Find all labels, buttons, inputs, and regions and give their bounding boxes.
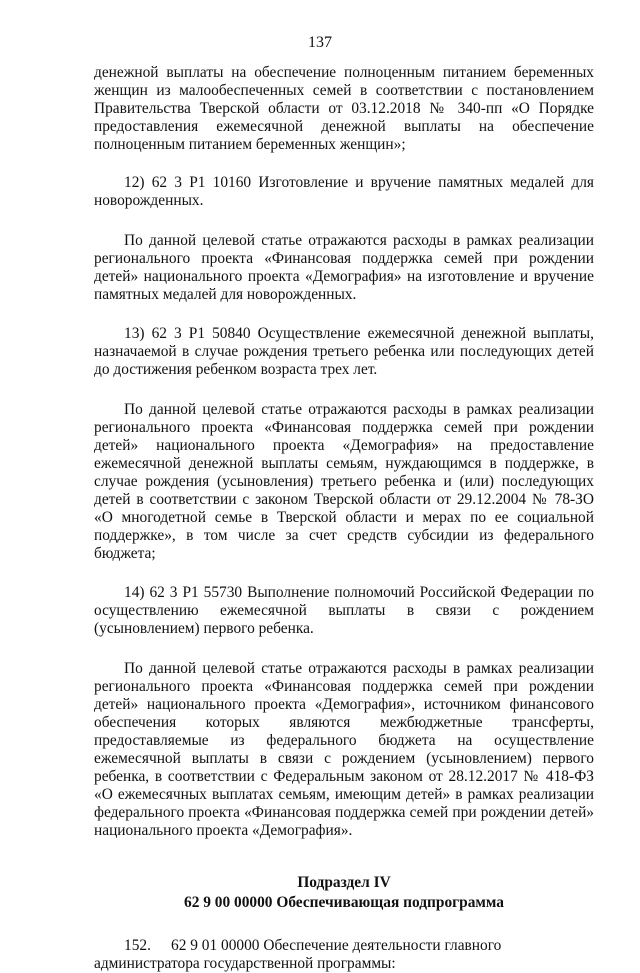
list-item-14: 14) 62 3 Р1 55730 Выполнение полномочий Российской Федерации по осуществлению ежемесячной выплаты в связи с рождением (усыновлением) первого ребенка. (94, 584, 594, 637)
paragraph-continuation: денежной выплаты на обеспечение полноценным питанием беременных женщин из малообеспеченных семей в соответствии с постановлением Правительства Тверской области от 03.12.2018 № 340-пп «О Порядке предоставления ежемесячной денежной выплаты на обеспечение полноценным питанием беременных женщин»; (94, 64, 594, 153)
list-item-12: 12) 62 3 Р1 10160 Изготовление и вручение памятных медалей для новорожденных. (94, 174, 594, 209)
subsection-subtitle: 62 9 00 00000 Обеспечивающая подпрограмма (184, 894, 504, 911)
list-item-152 (94, 937, 594, 973)
item-number: 152. (124, 937, 151, 954)
paragraph-14-description: По данной целевой статье отражаются расходы в рамках реализации регионального проекта «Финансовая поддержка семей при рождении детей» национального проекта «Демография», источником финансового обеспечения которых являются межбюджетные трансферты, предоставляемые из федерального бюджета на осуществление ежемесячной выплаты в связи с рождением (усыновлением) первого ребенка, в соответствии с Федеральным законом от 28.12.2017 № 418-ФЗ «О ежемесячных выплатах семьям, имеющим детей» в рамках реализации федерального проекта «Финансовая поддержка семей при рождении детей» национального проекта «Демография». (94, 660, 594, 839)
list-item-13: 13) 62 3 Р1 50840 Осуществление ежемесячной денежной выплаты, назначаемой в случае рождения третьего ребенка или последующих детей до достижения ребенком возраста трех лет. (94, 325, 594, 378)
subsection-heading (94, 873, 594, 913)
page-number: 137 (308, 34, 332, 51)
paragraph-12-description: По данной целевой статье отражаются расходы в рамках реализации регионального проекта «Финансовая поддержка семей при рождении детей» национального проекта «Демография» на изготовление и вручение памятных медалей для новорожденных. (94, 232, 594, 303)
document-body (94, 64, 594, 973)
paragraph-13-description: По данной целевой статье отражаются расходы в рамках реализации регионального проекта «Финансовая поддержка семей при рождении детей» национального проекта «Демография» на предоставление ежемесячной денежной выплаты семьям, нуждающимся в поддержке, в случае рождения (усыновления) третьего ребенка и (или) последующих детей в соответствии с законом Тверской области от 29.12.2004 № 78-ЗО «О многодетной семье в Тверской области и мерах по ее социальной поддержке», в том числе за счет средств субсидии из федерального бюджета; (94, 401, 594, 562)
item-text: 62 9 01 00000 Обеспечение деятельности главного администратора государственной программы: (94, 937, 502, 972)
subsection-title: Подраздел IV (297, 874, 391, 891)
